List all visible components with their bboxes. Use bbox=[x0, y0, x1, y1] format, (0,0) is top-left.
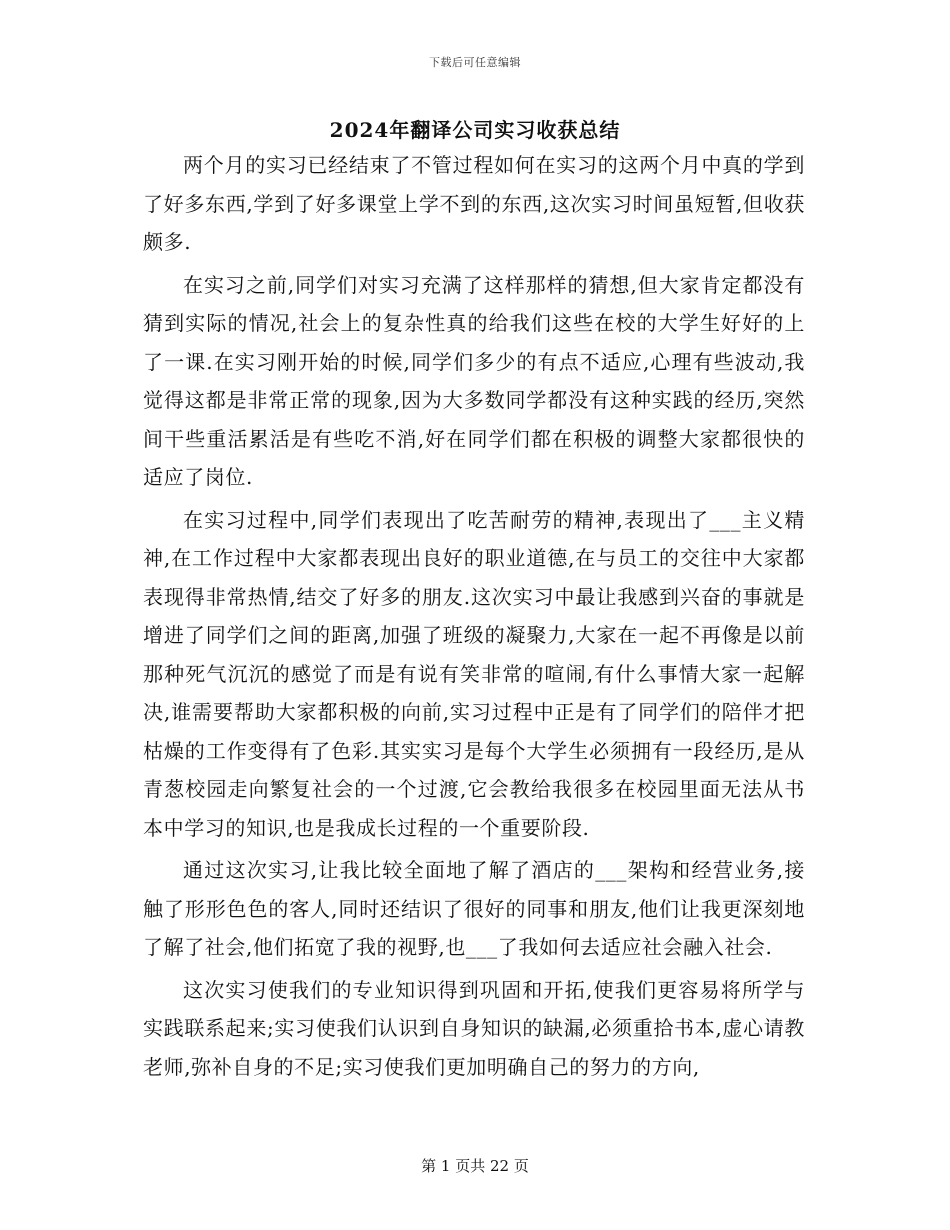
paragraph: 两个月的实习已经结束了不管过程如何在实习的这两个月中真的学到了好多东西,学到了好多课堂上学不到的东西,这次实习时间虽短暂,但收获颇多. bbox=[143, 153, 805, 254]
paragraph: 通过这次实习,让我比较全面地了解了酒店的___架构和经营业务,接触了形形色色的客人,同时还结识了很好的同事和朋友,他们让我更深刻地了解了社会,他们拓宽了我的视野,也___了我如何去适应社会融入社会. bbox=[143, 858, 805, 959]
page-number: 第 1 页共 22 页 bbox=[421, 1157, 529, 1175]
header-note: 下载后可任意编辑 bbox=[429, 56, 521, 69]
paragraph: 这次实习使我们的专业知识得到巩固和开拓,使我们更容易将所学与实践联系起来;实习使我们认识到自身知识的缺漏,必须重拾书本,虚心请教老师,弥补自身的不足;实习使我们更加明确自己的努力的方向, bbox=[143, 977, 805, 1079]
paragraph: 在实习之前,同学们对实习充满了这样那样的猜想,但大家肯定都没有猜到实际的情况,社会上的复杂性真的给我们这些在校的大学生好好的上了一课.在实习刚开始的时候,同学们多少的有点不适应,心理有些波动,我觉得这都是非常正常的现象,因为大多数同学都没有这种实践的经历,突然间干些重活累活是有些吃不消,好在同学们都在积极的调整大家都很快的适应了岗位. bbox=[143, 272, 805, 489]
paragraph: 在实习过程中,同学们表现出了吃苦耐劳的精神,表现出了___主义精神,在工作过程中大家都表现出良好的职业道德,在与员工的交往中大家都表现得非常热情,结交了好多的朋友.这次实习中最让我感到兴奋的事就是增进了同学们之间的距离,加强了班级的凝聚力,大家在一起不再像是以前那种死气沉沉的感觉了而是有说有笑非常的喧闹,有什么事情大家一起解决,谁需要帮助大家都积极的向前,实习过程中正是有了同学们的陪伴才把枯燥的工作变得有了色彩.其实实习是每个大学生必须拥有一段经历,是从青葱校园走向繁复社会的一个过渡,它会教给我很多在校园里面无法从书本中学习的知识,也是我成长过程的一个重要阶段. bbox=[143, 507, 805, 840]
document-body bbox=[143, 146, 805, 1090]
document-title: 2024年翻译公司实习收获总结 bbox=[329, 118, 621, 142]
